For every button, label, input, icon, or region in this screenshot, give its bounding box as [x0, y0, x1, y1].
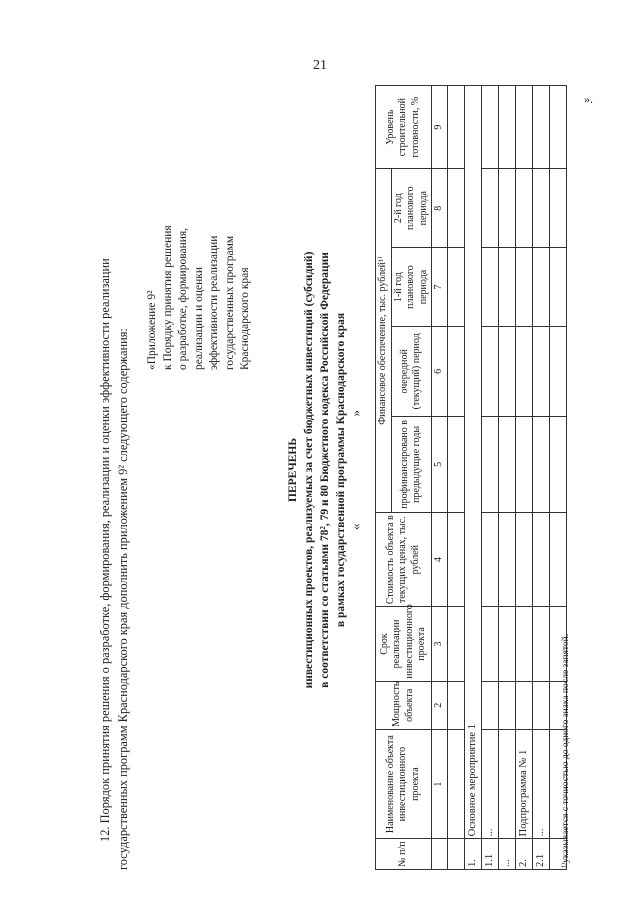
table-cell [516, 607, 533, 681]
table-cell [482, 607, 499, 681]
list-heading [285, 110, 362, 830]
heading-line-3: в рамках государственной программы Краснодарского края [335, 312, 348, 628]
column-number-cell: 6 [432, 326, 448, 416]
row-num-cell [448, 839, 465, 870]
table-cell [516, 513, 533, 607]
rotated-landscape-content [97, 40, 617, 870]
table-cell [482, 248, 499, 327]
column-number-cell: 5 [432, 416, 448, 512]
header-term: Срок реализации инвестиционного проекта [376, 607, 432, 681]
row-num-cell: 1.1 [482, 839, 499, 870]
table-row [448, 86, 465, 870]
table-cell [499, 248, 516, 327]
annex-line: реализации и оценки [192, 266, 205, 370]
table-cell [516, 416, 533, 512]
header-cost: Стоимость объекта в текущих ценах, тыс. рублей [376, 513, 432, 607]
column-number-row [432, 86, 448, 870]
header-finance-group: Финансовое обеспечение, тыс. рублей¹⁾ [376, 169, 392, 513]
program-name-placeholder [349, 110, 362, 830]
table-cell [516, 326, 533, 416]
heading-title: ПЕРЕЧЕНЬ [287, 438, 299, 502]
row-name-cell: ... [533, 729, 550, 838]
header-prev-years: профинансировано в предыдущие годы [391, 416, 432, 512]
table-row [465, 86, 482, 870]
table-cell [482, 681, 499, 729]
table-cell [482, 169, 499, 248]
row-name-cell: ... [482, 729, 499, 838]
row-num-cell: 2.1 [533, 839, 550, 870]
header-current-period: очередной (текущий) период [391, 326, 432, 416]
page-number: 21 [313, 58, 327, 73]
table-cell [533, 86, 550, 169]
row-num-cell: ... [499, 839, 516, 870]
table-cell [516, 169, 533, 248]
table-row [533, 86, 550, 870]
table-cell [533, 513, 550, 607]
table-cell [516, 681, 533, 729]
header-capacity: Мощность объекта [376, 681, 432, 729]
intro-line-1: 12. Порядок принятия решения о разработке, формирования, реализации и оценки эффективности реализации [98, 258, 112, 842]
intro-line-2: государственных программ Краснодарского края дополнить приложением 9² следующего содержания: [115, 328, 130, 870]
table-cell [482, 86, 499, 169]
header-num: № п/п [376, 839, 432, 870]
table-cell [448, 607, 465, 681]
table-cell [550, 248, 567, 327]
annex-line: эффективности реализации [208, 235, 221, 370]
table-cell [550, 169, 567, 248]
table-row [482, 86, 499, 870]
table-row [516, 86, 533, 870]
table-cell [448, 416, 465, 512]
table-cell [448, 86, 465, 169]
table-cell [448, 169, 465, 248]
table-cell [448, 326, 465, 416]
investment-projects-table [375, 85, 567, 870]
column-number-cell: 9 [432, 86, 448, 169]
heading-line-2: в соответствии со статьями 78², 79 и 80 Бюджетного кодекса Российской Федерации [319, 252, 332, 688]
header-object-name: Наименование объекта инвестиционного проекта [376, 729, 432, 838]
table-cell [482, 416, 499, 512]
annex-line: «Приложение 9² [146, 290, 158, 370]
table-cell [448, 248, 465, 327]
table-cell [499, 681, 516, 729]
table-cell [533, 169, 550, 248]
header-plan-year-1: 1-й год планового периода [391, 248, 432, 327]
annex-line: о разработке, формирования, [177, 227, 190, 370]
table-row [499, 86, 516, 870]
row-name-cell [448, 729, 465, 838]
column-number-cell [432, 839, 448, 870]
table-cell [533, 607, 550, 681]
table-cell [482, 326, 499, 416]
table-cell [516, 248, 533, 327]
table-cell [533, 326, 550, 416]
annex-line: Краснодарского края [239, 267, 252, 370]
table-cell [550, 86, 567, 169]
row-num-cell: 1. [465, 839, 482, 870]
table-cell [448, 681, 465, 729]
table-cell [499, 513, 516, 607]
footnote: ¹⁾указывается с точностью до одного знака после запятой. [561, 633, 571, 868]
closing-quote-mark: ». [584, 92, 593, 106]
annex-line: государственных программ [223, 235, 236, 370]
table-cell [533, 681, 550, 729]
header-readiness: Уровень строительной готовности, % [376, 86, 432, 169]
column-number-cell: 7 [432, 248, 448, 327]
table-cell [550, 416, 567, 512]
row-name-cell [499, 729, 516, 838]
row-name-cell: Подпрограмма № 1 [516, 729, 533, 838]
column-number-cell: 4 [432, 513, 448, 607]
table-cell [499, 86, 516, 169]
annex-block [145, 150, 254, 370]
column-number-cell: 3 [432, 607, 448, 681]
table-cell [533, 248, 550, 327]
table-cell [499, 607, 516, 681]
open-quote: « [348, 523, 364, 530]
annex-line: к Порядку принятия решения [161, 225, 174, 370]
header-plan-year-2: 2-й год планового периода [391, 169, 432, 248]
table-cell [499, 169, 516, 248]
table-cell [499, 416, 516, 512]
table-cell [550, 326, 567, 416]
column-number-cell: 1 [432, 729, 448, 838]
row-num-cell: 2. [516, 839, 533, 870]
table-cell [482, 513, 499, 607]
row-name-cell: Основное мероприятие 1 [465, 86, 482, 839]
heading-line-1: инвестиционных проектов, реализуемых за счет бюджетных инвестиций (субсидий) [303, 251, 316, 689]
table-cell [448, 513, 465, 607]
table-cell [516, 86, 533, 169]
column-number-cell: 2 [432, 681, 448, 729]
table-cell [533, 416, 550, 512]
column-number-cell: 8 [432, 169, 448, 248]
close-quote: » [348, 410, 364, 417]
intro-paragraph [97, 40, 133, 870]
table-cell [550, 513, 567, 607]
table-cell [499, 326, 516, 416]
